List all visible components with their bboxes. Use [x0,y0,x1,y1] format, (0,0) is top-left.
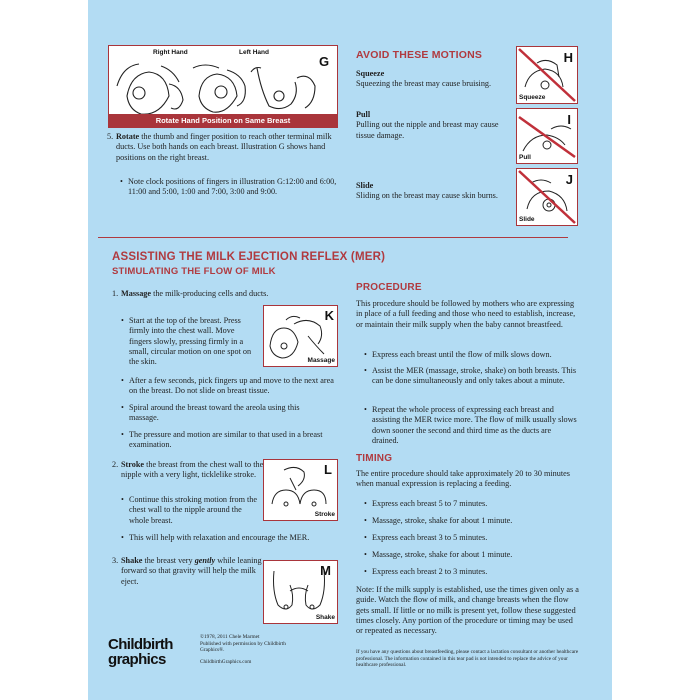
procedure-bullet-2 [372,366,577,387]
massage-tag: Massage [307,356,335,364]
timing-bullet-5 [372,567,577,577]
shake-emphasis: gently [194,556,216,565]
massage-text: the milk-producing cells and ducts. [153,289,269,298]
massage-bullet-1-text: Start at the top of the breast. Press firmly into the chest wall. Move fingers slowly, pressing firmly in a small, circular motion on one spot on the skin. [129,316,252,366]
procedure-bullet-2-text: Assist the MER (massage, stroke, shake) on both breasts. This can be done simultaneously and only takes about a minute. [372,366,577,386]
procedure-intro: This procedure should be followed by mothers who are expressing in place of a full feeding and those who need to establish, increase, or maintain their milk supply when the baby cannot breastfeed. [356,299,576,329]
left-hand-label: Left Hand [239,49,269,56]
massage-bullet-2-text: After a few seconds, pick fingers up and move to the next area on the breast. Do not slide on breast tissue. [129,376,334,396]
squeeze-title: Squeeze [356,69,385,78]
timing-intro: The entire procedure should take approximately 20 to 30 minutes when manual expression is replacing a feeding. [356,469,570,489]
massage-bullet-4-text: The pressure and motion are similar to that used in a breast examination. [129,430,323,450]
procedure-bullet-1-text: Express each breast until the flow of milk slows down. [372,350,552,359]
rotate-number: 5. [107,132,114,141]
illustration-letter-i: I [567,112,571,127]
illustration-g [108,45,338,128]
timing-bullet-1-text: Express each breast 5 to 7 minutes. [372,499,488,508]
massage-number: 1. [112,289,119,298]
illustration-m-shake [263,560,338,624]
document-page [88,0,612,700]
procedure-bullet-3-text: Repeat the whole process of expressing each breast and assisting the MER twice more. The flow of milk usually slows down sooner the second and third time as the ducts are drained. [372,405,577,445]
illustration-l-stroke [263,459,338,521]
procedure-bullet-1 [372,350,577,360]
timing-bullet-2-text: Massage, stroke, shake for about 1 minute. [372,516,513,525]
timing-bullet-5-text: Express each breast 2 to 3 minutes. [372,567,488,576]
illustration-letter-m: M [320,563,331,578]
shake-step [112,556,266,587]
stroke-bullet-1-text: Continue this stroking motion from the chest wall to the nipple around the whole breast. [129,495,258,525]
massage-step [112,289,271,299]
childbirth-graphics-logo [108,637,196,667]
illustration-g-caption: Rotate Hand Position on Same Breast [109,114,337,127]
procedure-heading: PROCEDURE [356,282,422,293]
stroke-tag: Stroke [314,510,335,518]
published-text: Published with permission by Childbirth Graphics®. [200,640,286,654]
avoid-item-pull [356,110,516,141]
massage-bold: Massage [121,289,152,298]
illustration-k-massage [263,305,338,367]
timing-bullet-2 [372,516,577,526]
rotate-step [107,132,338,163]
stroke-number: 2. [112,460,119,469]
avoid-item-squeeze [356,69,516,90]
illustration-letter-k: K [324,308,334,323]
timing-bullet-1 [372,499,577,509]
stroke-bullet-1 [129,495,259,526]
squeeze-text: Squeezing the breast may cause bruising. [356,79,492,89]
rotate-text: the thumb and finger position to reach other terminal milk ducts. Use both hands on each breast. Illustration G shows hand positions on the right breast. [116,132,332,162]
shake-tag: Shake [315,613,335,621]
footer-copyright [200,634,292,665]
website-link[interactable]: ChildbirthGraphics.com [200,658,252,665]
pull-tag: Pull [519,153,531,161]
shake-text-before: the breast very [144,556,193,565]
procedure-bullet-3 [372,405,577,446]
massage-bullet-4 [129,430,344,451]
squeeze-tag: Squeeze [519,93,546,101]
timing-bullet-4-text: Massage, stroke, shake for about 1 minute. [372,550,513,559]
slide-title: Slide [356,181,374,190]
illustration-h-squeeze [516,46,578,104]
avoid-heading: AVOID THESE MOTIONS [356,49,483,61]
shake-text-after: while leaning forward so that gravity will help the milk eject. [121,556,262,586]
stroke-bullet-2-text: This will help with relaxation and encourage the MER. [129,533,310,542]
mer-subheading: STIMULATING THE FLOW OF MILK [112,266,276,277]
massage-bullet-1 [129,316,259,367]
section-divider [98,237,568,238]
illustration-i-pull [516,108,578,164]
slide-text: Sliding on the breast may cause skin burns. [356,191,498,201]
stroke-text: the breast from the chest wall to the nipple with a very light, ticklelike stroke. [121,460,264,480]
illustration-letter-j: J [565,172,573,187]
illustration-letter-h: H [563,50,573,65]
illustration-j-slide [516,168,578,226]
shake-number: 3. [112,556,119,565]
timing-bullet-4 [372,550,577,560]
massage-bullet-3 [129,403,324,424]
timing-note: Note: If the milk supply is established, use the times given only as a guide. Watch the flow of milk, and change breasts when the flow gets small. If little or no milk is present yet, follow these suggested times closely. Any portion of the procedure or timing may be used or repeated as necessary. [356,585,579,635]
copyright-text: ©1978, 2011 Chele Marmet [200,634,260,640]
massage-bullet-2 [129,376,344,397]
right-hand-label: Right Hand [153,49,188,56]
mer-heading: ASSISTING THE MILK EJECTION REFLEX (MER) [112,251,386,263]
stroke-bold: Stroke [121,460,145,469]
avoid-item-slide [356,181,516,202]
rotate-note [128,177,338,198]
slide-tag: Slide [519,215,535,223]
pull-title: Pull [356,110,371,119]
illustration-letter-l: L [324,462,332,477]
stroke-bullet-2 [129,533,344,543]
rotate-note-text: Note clock positions of fingers in illustration G:12:00 and 6:00, 11:00 and 5:00, 1:00 and 7:00, 3:00 and 9:00. [128,177,337,197]
stroke-step [112,460,271,481]
timing-bullet-3 [372,533,577,543]
timing-heading: TIMING [356,453,393,464]
disclaimer: If you have any questions about breastfeeding, please contact a lactation consultant or another healthcare professional. The information contained in this tear pad is not intended to replace the advice of your healthcare professional. [356,649,579,669]
logo-line-2: graphics [108,651,166,668]
pull-text: Pulling out the nipple and breast may cause tissue damage. [356,120,499,140]
illustration-letter-g: G [319,54,330,69]
massage-bullet-3-text: Spiral around the breast toward the areola using this massage. [129,403,300,423]
timing-bullet-3-text: Express each breast 3 to 5 minutes. [372,533,488,542]
logo-line-1: Childbirth [108,636,173,653]
rotate-bold: Rotate [116,132,140,141]
shake-bold: Shake [121,556,143,565]
